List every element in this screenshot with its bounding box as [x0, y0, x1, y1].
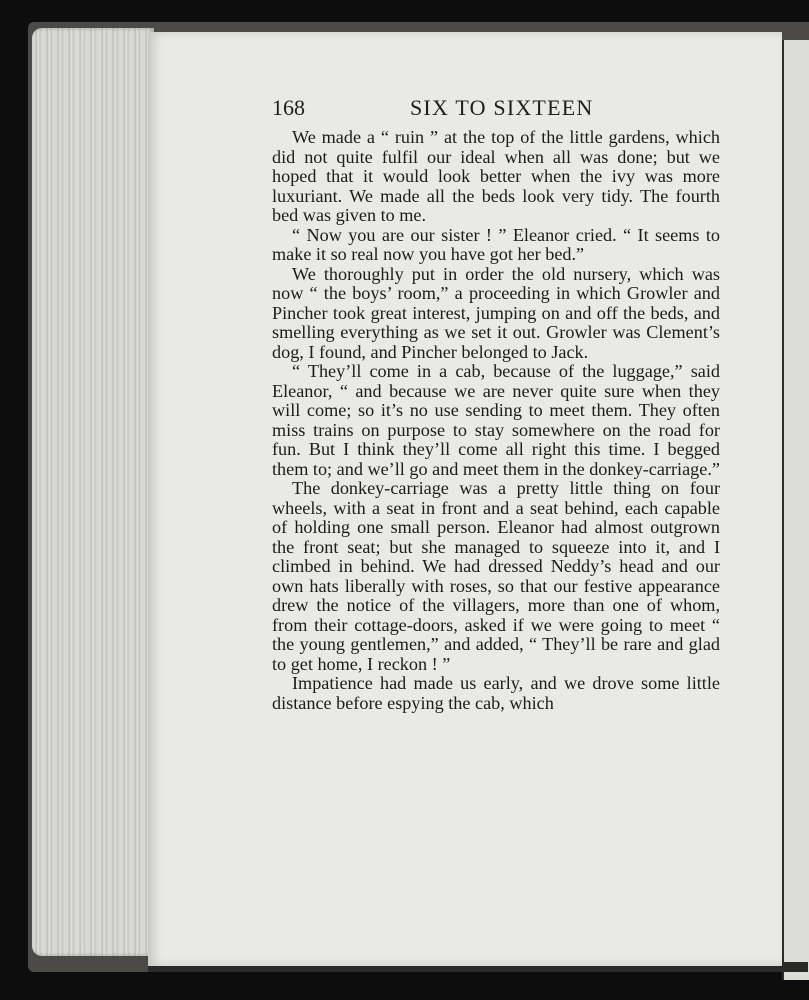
paragraph: We thoroughly put in order the old nursery, which was now “ the boys’ room,” a proceeding in which Growler and Pincher took great interest, jumping on and off the beds, and smelling everything as we set it out. Growler was Clement’s dog, I found, and Pincher belonged to Jack.: [272, 263, 720, 362]
paragraph: “ Now you are our sister ! ” Eleanor cried. “ It seems to make it so real now you have got her bed.”: [272, 224, 720, 264]
paragraph: The donkey-carriage was a pretty little thing on four wheels, with a seat in front and a seat behind, each capable of holding one small person. Eleanor had almost outgrown the front seat; but she managed to squeeze into it, and I climbed in behind. We had dressed Neddy’s head and our own hats liberally with roses, so that our festive appearance drew the notice of the villagers, more than one of whom, from their cottage-doors, asked if we were going to meet “ the young gentlemen,” and added, “ They’ll be rare and glad to get home, I reckon ! ”: [272, 478, 720, 674]
page-header: [272, 95, 720, 125]
facing-page-edge: [782, 40, 809, 980]
paragraph: We made a “ ruin ” at the top of the little gardens, which did not quite fulfil our ideal when all was done; but we hoped that it would look better when the ivy was more luxuriant. We made all the beds look very tidy. The fourth bed was given to me.: [272, 127, 720, 225]
page-edges: [32, 28, 154, 956]
body-text: [272, 128, 720, 713]
running-head: SIX TO SIXTEEN: [410, 95, 594, 120]
paragraph: Impatience had made us early, and we drove some little distance before espying the cab, which: [272, 673, 720, 713]
paragraph: “ They’ll come in a cab, because of the luggage,” said Eleanor, “ and because we are never quite sure when they will come; so it’s no use sending to meet them. They often miss trains on purpose to stay somewhere on the road for fun. But I think they’ll come all right this time. I begged them to; and we’ll go and meet them in the donkey-carriage.”: [272, 361, 720, 479]
page-number: 168: [272, 95, 305, 120]
